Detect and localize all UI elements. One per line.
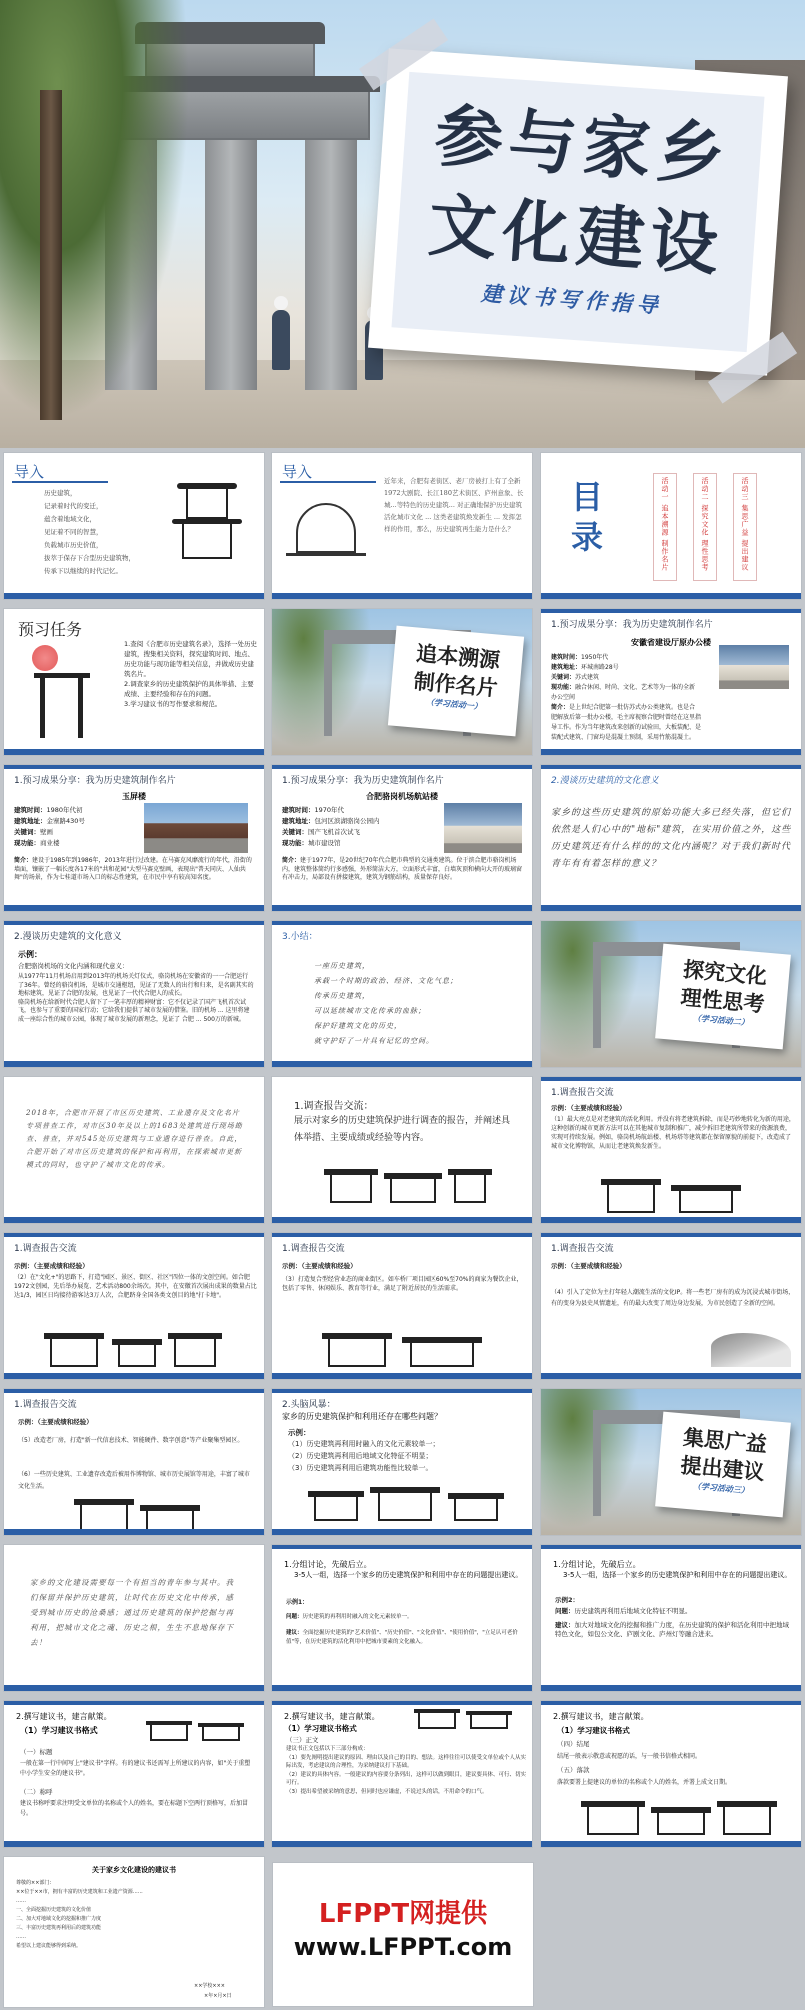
skyline-drawing (581, 1801, 781, 1835)
summary-line: 承载一个时期的政治、经济、文化气息； (314, 977, 458, 985)
building-name: 玉屏楼 (122, 792, 146, 801)
example-label: 示例： (288, 1428, 311, 1437)
activity-subtitle: （学习活动二） (692, 1013, 750, 1028)
example-label: 示例1： (286, 1599, 309, 1606)
toc-item[interactable] (653, 473, 677, 581)
summary-line: 保护好建筑文化的历史， (314, 1022, 402, 1030)
provider-text: LFPPT网提供 (318, 1899, 488, 1929)
example-label: 示例：（主要成绩和经验） (14, 1262, 89, 1270)
format-part: （五）落款 (557, 1766, 590, 1774)
problem-item: （3）历史建筑再利用后建筑功能性比较单一。 (288, 1464, 433, 1472)
advice-text: 建议：加大对地域文化的挖掘和推广力度，在历史建筑的保护和活化利用中把地域特色文化，如包公文化、庐剧文化、庐州灯等融合进来。 (555, 1621, 789, 1638)
tree (0, 0, 190, 420)
slide-heading: 2.撰写建议书，建言献策。 (284, 1712, 380, 1721)
slide-namecard-2[interactable] (3, 764, 265, 912)
slide-heading: 2.漫谈历史建筑的文化意义 (551, 776, 659, 786)
skyline-drawing (146, 1721, 246, 1741)
format-part: （一）标题 (20, 1748, 53, 1756)
summary-lines (314, 959, 524, 1049)
slide-heading: 2.头脑风暴： (282, 1400, 336, 1410)
example-text: 从1977年11月机场启用到2013年的机场关灯仪式，骆岗机场在安徽省的一一合肥运行了36年。曾经的骆岗机场，是城市交通枢纽，见证了无数人的出行和归来，是名副其实的地标建筑，见证了合肥的发展，也见证了一代代合肥人的成长。 骆岗机场在给新时代合肥人留下了一笔丰厚的精神财富：它不仅记录了国产飞机首次试飞，也参与了重要的国家行动；它给我们提供了城市发展的借鉴。旧的机场 ... 这里将建成一座综合性的城市公园，体现了城市发展的新理念，见证了 合肥 ... 500万的新城。 (18, 973, 254, 1023)
slide-heading: 1.预习成果分享：我为历史建筑制作名片 (551, 620, 713, 630)
toc-title: 目录 (571, 478, 604, 556)
problem-item: （2）历史建筑再利用后地域文化特征不明显； (288, 1452, 433, 1460)
gate-drawing (34, 673, 90, 743)
letter-body (16, 1879, 256, 1951)
slide-report-intro[interactable] (271, 1076, 533, 1224)
letter-line: 二、加大对地域文化的挖掘和推广力度 (16, 1916, 102, 1922)
slide-namecard-3[interactable] (271, 764, 533, 912)
format-part: （四）结尾 (557, 1740, 590, 1748)
advice-text: 建议：全面挖掘历史建筑的"艺术价值"、"历史价值"、"文化价值"、"使用价值"，"立足认可老价值"等，在历史建筑的活化利用中把城市要素的文化融入。 (286, 1630, 518, 1645)
slide-format-2[interactable] (271, 1700, 533, 1848)
format-part: （二）称呼 (20, 1788, 53, 1796)
slide-heading: 2.撰写建议书，建言献策。 (553, 1712, 649, 1721)
summary-line: 一座历史建筑， (314, 962, 370, 970)
slide-namecard-1[interactable] (540, 608, 802, 756)
letter-signature: ××学校××× (194, 1983, 225, 1989)
slide-heading: 1.预习成果分享：我为历史建筑制作名片 (14, 776, 176, 786)
example-label: 示例：（主要成绩和经验） (551, 1262, 626, 1270)
intro-text: 简介：建于1977年，是20世纪70年代合肥市典型的交通类建筑。位于滨合肥市骆岗机场内，建筑整体简约行多感强，外形简洁大方，立面形式丰富，白墙灰顶和横向大开的玻璃窗有冲击力，局部设有拼接建筑，建筑为钢筋结构，质量保存良好。 (282, 857, 523, 881)
cover-slide (0, 0, 805, 448)
example-label: 示例：（主要成绩和经验） (551, 1104, 626, 1112)
letter-line: ××位于××市，拥有丰富的历史建筑和工业遗产资源…… (16, 1889, 143, 1895)
slide-summary[interactable] (271, 920, 533, 1068)
watermark-card (272, 1862, 534, 2007)
activity-title: 集思广益 提出建议 (679, 1424, 769, 1485)
example-text: （3）打造复合型经营业态的商业街区。如车桥厂项目园区60%至70%的商家为餐饮企业，包括了零售、休闲娱乐、教育等行业，满足了附近居民的生活需求。 (282, 1276, 523, 1292)
format-part: （三）正文 (286, 1736, 319, 1744)
slide-heading: 1.分组讨论，先破后立。 (553, 1560, 641, 1569)
skyline-drawing (74, 1499, 204, 1533)
format-text: 建议书称呼要求注明受文单位的名称或个人的姓名，要在标题下空两行顶格写，后加冒号。 (20, 1800, 249, 1817)
problem-item: （1）历史建筑再利用时融入的文化元素较单一； (288, 1440, 440, 1448)
summary-line: 就守护好了一片具有记忆的空间。 (314, 1037, 434, 1045)
title-line-1: 参与家乡 (432, 95, 734, 197)
letter-line: 希望以上建议能够得到采纳。 (16, 1943, 82, 1949)
slide-heading: 1.调查报告交流 (14, 1244, 77, 1254)
intro-text: 近年来，合肥有老街区、老厂房被打上有了全新1972大剧院、长江180艺术街区、庐州意象、长城...等特色的历史建筑... 对正确地保护历史建筑活化城市文化 ... 这类老建筑焕发新生 ... 发挥怎样的作用，那么，历史建筑再生能力是什么？ (384, 477, 524, 533)
activity-badge (655, 1412, 791, 1518)
slide-group-discussion-2[interactable] (540, 1544, 802, 1692)
slide-heading: 2.漫谈历史建筑的文化意义 (14, 932, 122, 942)
slide-cultural-meaning[interactable] (540, 764, 802, 912)
skyline-drawing (601, 1179, 751, 1213)
info-lines: 建筑时间：1950年代 建筑地址：环城南路28号 关键词：苏式建筑 现功能：融合休闲、时尚、文化、艺术等为一体的全新办公空间 简介：是上世纪合肥第一批仿苏式办公类建筑。也是合肥解放后第一批办公楼，毛主席视察合肥时曾经在这里指导工作。作为当年建筑改来创新的试验田，大板装配、是装配式建筑、门窗均是混凝土预制，采用竹筋混凝土。 (551, 654, 702, 741)
example-label: 示例：（主要成绩和经验） (18, 1418, 93, 1426)
slide-activity-2[interactable] (540, 920, 802, 1068)
slide-intro-1[interactable] (3, 452, 265, 600)
poem-line: 蕴含着地域文化， (44, 515, 96, 523)
section-title: （1）学习建议书格式 (557, 1726, 630, 1735)
slide-background[interactable] (3, 1076, 265, 1224)
slide-toc[interactable] (540, 452, 802, 600)
example-text: （5）改造老厂房，打造"新一代信息技术、智能硬件、数字创意"等产业聚集型园区。 (18, 1437, 244, 1444)
building-photo (444, 803, 522, 853)
example-subtitle: 合肥骆岗机场的文化内涵和现代意义： (18, 962, 129, 970)
task-text: 展示对家乡的历史建筑保护进行调查的报告，并阐述具体举措、主要成绩或经验等内容。 (294, 1116, 511, 1143)
sun-icon (32, 645, 58, 671)
provider-url[interactable]: www.LFPPT.com (293, 1933, 513, 1961)
intro-text: 简介：建设于1985年到1986年，2013年进行过改建。在马赛克风靡流行的年代，沿街的墙面，镶嵌了一幅长度各17米的"共和花园"大型马赛克壁画，表现出"普天同庆、人仙共舞"的场景，作为七桂道市场入口的标志性建筑，在市民中享有较高知名度。 (14, 857, 252, 881)
slide-heading: 1.调查报告交流 (14, 1400, 77, 1410)
tree-trunk (40, 90, 62, 420)
slide-preview-task[interactable] (3, 608, 265, 756)
slide-report-4[interactable] (540, 1232, 802, 1380)
section-title: （1）学习建议书格式 (284, 1724, 357, 1733)
letter-line: …… (16, 1934, 26, 1940)
slide-activity-1[interactable] (271, 608, 533, 756)
poem-line: 传承下以继续的时代记忆。 (44, 567, 122, 575)
toc-item-label: 活动一 追本溯源 制作名片 (661, 477, 669, 572)
slide-report-5[interactable] (3, 1388, 265, 1536)
poem-line: 历史建筑， (44, 489, 77, 497)
toc-item-label: 活动三 集思广益 提出建议 (741, 477, 749, 572)
poem-line: 拔萃于保存下合型历史建筑物， (44, 554, 135, 562)
example-label: 示例： (18, 950, 42, 959)
worker (272, 310, 290, 370)
slide-heading: 1.调查报告交流： (294, 1101, 374, 1112)
background-text: 2018年，合肥市开展了市区历史建筑、工业遗存及文化名片专项普查工作，对市区30年及以上的1683处建筑进行现场勘查、普查，并对545处历史建筑与工业遗存进行普查。自此，合肥开始了对市区历史建筑的保护和再利用，在探索城市更新模式的同时，也守护了城市文化的传承。 (26, 1109, 243, 1169)
skyline-drawing (322, 1333, 492, 1367)
slide-format-3[interactable] (540, 1700, 802, 1848)
toc-item[interactable] (693, 473, 717, 581)
format-text: 建议书正文包括以下三部分构成： （1）要先阐明提出建议的原因、理由以及自己的目的、想法。这样往往可以使受文单位或个人从实际出发，考虑建议的合理性，为采纳建议打下基础。 （2）建议的具体内容。一般建议的内容要分条列出，这样可以做到眼目，建议要具体、可行、切实可行。 （3）提出希望被采纳的意思，但同时也应谦虚，不说过头的话，不用命令的口气。 (286, 1746, 527, 1795)
activity-title: 探究文化 理性思考 (679, 956, 769, 1017)
village-drawing (711, 1333, 791, 1367)
pavilion-drawing (286, 493, 366, 583)
title-line-2: 文化建设 (425, 185, 727, 287)
slide-group-discussion-1[interactable] (271, 1544, 533, 1692)
activity-subtitle: （学习活动三） (692, 1481, 750, 1496)
letter-line: 尊敬的××部门： (16, 1880, 55, 1886)
problem-text: 问题：历史建筑再利用后地域文化特征不明显。 (555, 1607, 692, 1615)
example-text: （1）最大亮点是对老建筑的活化利用。并没有将老建筑拆除，而是巧妙地转化为新的用途，这种创新的城市更新方法可以在其他城市复制和推广，减少拆旧老建筑所带来的资源浪费，实现可持续发展。例如，骆岗机场航站楼、机场塔等建筑都在保留原貌的前提下，改造成了城市文化博物馆，从而让老建筑焕发新生。 (551, 1116, 795, 1150)
slide-intro-2[interactable] (271, 452, 533, 600)
closing-text: 家乡的文化建设需要每一个有担当的青年参与其中。我们保留并保护历史建筑，让时代在历史文化中传承，感受到城市历史的沧桑感；通过历史建筑的保护挖掘与再利用，把城市文化之魂、历史之根，生生不息地保存下去！ (30, 1578, 234, 1647)
slide-heading: 导入 (282, 463, 313, 481)
slide-activity-3[interactable] (540, 1388, 802, 1536)
toc-item-label: 活动二 探究文化 理性思考 (701, 477, 709, 572)
info-lines: 建筑时间：1970年代 建筑地址：包河区滨湖骆岗公园内 关键词：国产飞机首次试飞 现功能：城市建设馆 (282, 806, 380, 847)
activity-badge (388, 626, 524, 737)
letter-line: 一、全面挖掘历史建筑的文化价值 (16, 1907, 92, 1913)
letter-title: 关于家乡文化建设的建议书 (92, 1866, 176, 1874)
problem-text: 问题：历史建筑的再利用时融入的文化元素较单一。 (286, 1614, 413, 1620)
slide-heading: 1.调查报告交流 (551, 1088, 614, 1098)
activity-title: 追本溯源 制作名片 (412, 640, 502, 701)
discussion-text: 家乡的这些历史建筑的原始功能大多已经失落，但它们依然是人们心中的"地标"建筑，在实用价值之外，这些历史建筑还有什么样的的文化内涵呢？对于我们新时代青年有有着怎样的意义？ (551, 808, 792, 869)
activity-subtitle: （学习活动一） (425, 697, 483, 712)
poem-line: 负载城市历史价值， (44, 541, 103, 549)
slide-heading: 2.撰写建议书，建言献策。 (16, 1712, 112, 1721)
letter-line: …… (16, 1898, 26, 1904)
skyline-drawing (414, 1709, 514, 1729)
example-label: 示例2： (555, 1596, 580, 1604)
format-text: 一般在第一行中间写上"建议书"字样。有的建议书还需写上所建议的内容，如"关于重塑中小学生安全的建议书"。 (20, 1760, 251, 1777)
activity-badge (655, 944, 791, 1050)
slide-heading: 预习任务 (18, 620, 83, 639)
info-lines: 建筑时间：1980年代初 建筑地址：金寨路430号 关键词：壁画 现功能：商业楼 (14, 806, 85, 847)
slide-report-1[interactable] (540, 1076, 802, 1224)
format-text: 落款要署上提建议的单位的名称或个人的姓名，并署上成文日期。 (557, 1779, 732, 1786)
skyline-drawing (308, 1487, 508, 1521)
poem-line: 记录着时代的变迁， (44, 502, 103, 510)
example-text: （2）在"文化+"的思路下，打造"园区、景区、街区、社区"四位一体的文创空间。如合肥1972文创园，先后举办展览、艺术活动800余场次。其中，在安徽首次展出成果的数量占比达1/3，园区日均接待游客达3万人次，合肥跻身全国各类文创目的地"打卡地"。 (14, 1274, 257, 1299)
example-text: （6）一些历史建筑、工业遗存改造后被用作博物馆、城市历史展馆等用途，丰富了城市文化生活。 (18, 1471, 250, 1490)
slide-example-meaning[interactable] (3, 920, 265, 1068)
skyline-drawing (314, 1169, 494, 1203)
example-text: （4）引入了定位为主打年轻人潮流生活的文化IP。将一些老厂房有的成为沉浸式城市街场，有的变身为县史风情遗址，有的最大改变了周边身边发展，为市民创造了全新的空间。 (551, 1289, 795, 1307)
summary-line: 传承历史建筑， (314, 992, 370, 1000)
building-photo (144, 803, 248, 853)
title-card (368, 48, 788, 375)
slide-heading: 1.调查报告交流 (551, 1244, 614, 1254)
slide-heading: 导入 (14, 463, 45, 481)
slide-heading: 3.小结： (282, 932, 318, 942)
toc-item[interactable] (733, 473, 757, 581)
format-text: 结尾一般表示敬意或祝愿的话，与一般书信格式相同。 (557, 1753, 702, 1760)
slide-report-2[interactable] (3, 1232, 265, 1380)
task-text: 3-5人一组，选择一个家乡的历史建筑保护和利用中存在的问题提出建议。 (563, 1571, 792, 1579)
summary-line: 可以延续城市文化传承的血脉； (314, 1007, 426, 1015)
slide-format-1[interactable] (3, 1700, 265, 1848)
letter-date: ×年×月×日 (204, 1993, 232, 1999)
task-text: 3-5人一组，选择一个家乡的历史建筑保护和利用中存在的问题提出建议。 (294, 1571, 523, 1579)
slide-call-to-action[interactable] (3, 1544, 265, 1692)
slide-report-3[interactable] (271, 1232, 533, 1380)
example-label: 示例：（主要成绩和经验） (282, 1262, 357, 1270)
question-text: 家乡的历史建筑保护和利用还存在哪些问题？ (282, 1412, 442, 1421)
building-name: 合肥骆岗机场航站楼 (366, 792, 438, 801)
poem (44, 487, 154, 578)
slide-heading: 1.调查报告交流 (282, 1244, 345, 1254)
slide-brainstorm[interactable] (271, 1388, 533, 1536)
skyline-drawing (44, 1333, 224, 1367)
pavilion-drawing (172, 483, 242, 563)
slide-heading: 1.预习成果分享：我为历史建筑制作名片 (282, 776, 444, 786)
slide-heading: 1.分组讨论，先破后立。 (284, 1560, 372, 1569)
letter-line: 三、丰富历史建筑再利用后的建筑功能 (16, 1925, 102, 1931)
poem-line: 见证着不同的智慧， (44, 528, 103, 536)
task-list: 1.查阅《合肥市历史建筑名录》，选择一处历史建筑，搜集相关资料，探究建筑时间、地点、历史功能与现功能等相关信息，并做成历史建筑名片。 2.调查家乡的历史建筑保护的具体举措、主要成绩、主要经验和存在的问题。 3.学习建议书的写作要求和规范。 (124, 640, 257, 708)
subtitle: 建议书写作指导 (480, 281, 664, 319)
section-title: （1）学习建议书格式 (20, 1726, 98, 1735)
building-photo (719, 645, 789, 689)
slide-sample-letter[interactable] (3, 1856, 265, 2008)
building-name: 安徽省建设厅原办公楼 (631, 638, 711, 647)
